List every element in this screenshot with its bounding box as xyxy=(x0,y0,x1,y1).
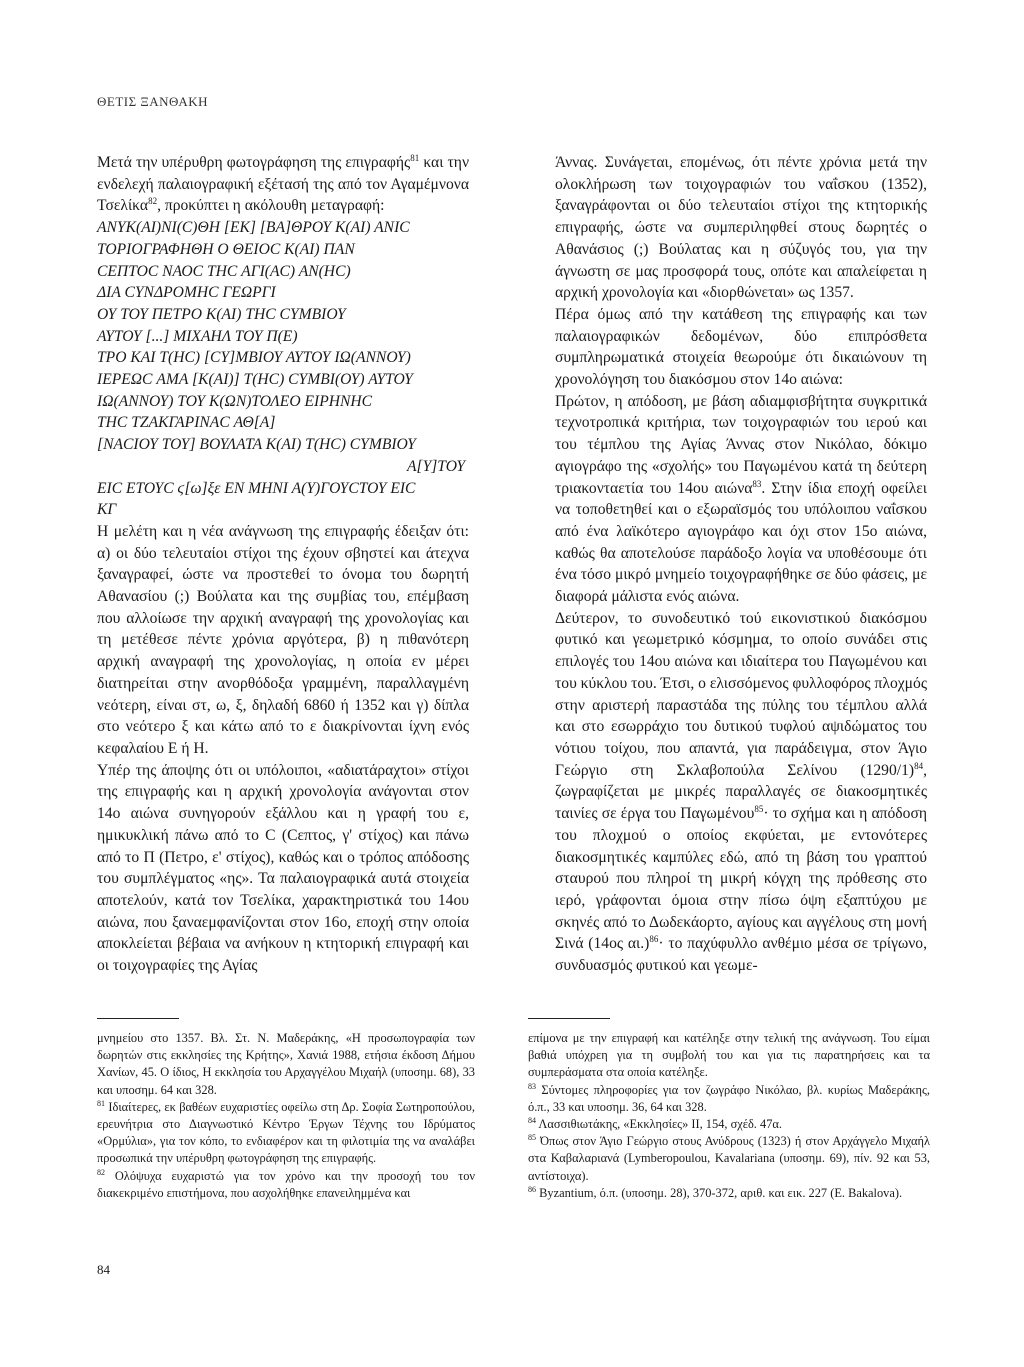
inscription-line: ΤΟΡΙΟΓΡΑΦΗΘΗ Ο ΘΕΙΟC Κ(ΑΙ) ΠΑΝ xyxy=(97,240,355,258)
inscription-transcription xyxy=(97,217,469,521)
inscription-line: Α[Υ]ΤΟΥ xyxy=(406,457,465,475)
inscription-line: ΑΝΥΚ(ΑΙ)ΝΙ(C)ΘΗ [ΕΚ] [ΒΑ]ΘΡΟΥ Κ(ΑΙ) ΑΝΙC xyxy=(97,219,410,237)
left-paragraph-1: Μετά την υπέρυθρη φωτογράφηση της επιγραφής$^{81}$ και την ενδελεχή παλαιογραφική εξέτασή της από τον Αγαμέμνονα Τσελίκα$^{82}$, προκύπτει η ακόλουθη μεταγραφή: xyxy=(97,152,470,215)
footnote-number: 86 xyxy=(528,1184,536,1194)
footnote-number: 82 xyxy=(97,1167,105,1177)
left-column xyxy=(97,152,469,977)
inscription-line: ΤΗC ΤΖΑΚΓΑΡΙΝΑC ΑΘ[Α] xyxy=(97,414,276,432)
footnote-ref-86[interactable]: 86 xyxy=(649,934,659,945)
footnote-ref-81[interactable]: 81 xyxy=(410,152,420,163)
footnote-83: $^{83}$ Σύντομες πληροφορίες για τον ζωγράφο Νικόλαο, βλ. κυρίως Μαδεράκης, ό.π., 33 και υποσημ. 36, 64 και 328. xyxy=(528,1081,930,1114)
left-paragraph-3: Υπέρ της άποψης ότι οι υπόλοιποι, «αδιατάραχτοι» στίχοι της επιγραφής και η αρχική χρονολογία ανάγονται στον 14ο αιώνα συνηγορούν εξάλλου και η γραφή του ε, ημικυκλική πάνω από το C (Cεπτος, γ' στίχος) και πάνω από το Π (Πετρο, ε' στίχος), καθώς και ο τρόπος απόδοσης του συμπλέγματος «ης». Τα παλαιογραφικά αυτά στοιχεία αποτελούν, κατά τον Τσελίκα, χαρακτηριστικά του 14ου αιώνα, που ξαναεμφανίζονται στον 16ο, εποχή στην οποία αποκλείεται βέβαια να ανήκουν η κτητορική επιγραφή και οι τοιχογραφίες της Αγίας xyxy=(97,761,469,975)
inscription-line: ΕΙC ΕΤΟΥC ϛ[ω]ξε ΕΝ ΜΗΝΙ Α(Υ)ΓΟΥCΤΟΥ ΕΙC xyxy=(97,479,416,497)
footnote-86: $^{86}$ Byzantium, ό.π. (υποσημ. 28), 370-372, αριθ. και εικ. 227 (Ε. Bakalova). xyxy=(528,1184,903,1200)
footnote-ref-83[interactable]: 83 xyxy=(752,478,762,489)
footnote-81: $^{81}$ Ιδιαίτερες, εκ βαθέων ευχαριστίες οφείλω στη Δρ. Σοφία Σωτηροπούλου, ερευνήτρια στο Διαγνωστικό Κέντρο Έργων Τέχνης του Ιδρύματος «Ορμύλια», για τον κόπο, το ενδιαφέρον και τη φιλοτιμία της να αναλάβει προσωπικά την υπέρυθρη φωτογράφηση της επιγραφής. xyxy=(97,1098,475,1166)
right-paragraph-2: Πέρα όμως από την κατάθεση της επιγραφής και των παλαιογραφικών δεδομένων, δύο επιπρόσθετα συμπληρωματικά στοιχεία θεωρούμε ότι δικαιώνουν τη χρονολόγηση του διακόσμου στον 14ο αιώνα: xyxy=(555,305,927,389)
footnote-84: $^{84}$ Λασσιθιωτάκης, «Εκκλησίες» ΙΙ, 154, σχέδ. 47α. xyxy=(528,1115,782,1132)
page-number: 84 xyxy=(97,1262,110,1277)
footnote-ref-84[interactable]: 84 xyxy=(914,760,924,771)
footnote-rule-left xyxy=(97,1018,179,1019)
footnote-ref-82[interactable]: 82 xyxy=(148,196,158,207)
inscription-line: ΤΡΟ ΚΑΙ Τ(ΗC) [CΥ]ΜΒΙΟΥ ΑΥΤΟΥ ΙΩ(ΑΝΝΟΥ) xyxy=(97,349,411,367)
footnotes-right xyxy=(528,1030,930,1202)
footnote-continuation: επίμονα με την επιγραφή και κατέληξε στην τελική της ανάγνωση. Του είμαι βαθιά υπόχρεη για τη συμβολή του και για τις παρατηρήσεις και τα συμπεράσματα στα οποία κατέληξε. xyxy=(528,1031,930,1080)
right-paragraph-3: Πρώτον, η απόδοση, με βάση αδιαμφισβήτητα συγκριτικά τεχνοτροπικά κριτήρια, των τοιχογραφιών του ιερού και του τέμπλου της Αγίας Άννας στον Νικόλαο, δόκιμο αγιογράφο της «σχολής» του Παγωμένου κατά τη δεύτερη τριακονταετία του 14ου αιώνα$^{83}$. Στην ίδια εποχή οφείλει να τοποθετηθεί και ο εξωραϊσμός του υπόλοιπου ναΐσκου από ένα λαϊκότερο αγιογράφο και όχι στον 15ο αιώνα, καθώς θα αποτελούσε παράδοξο λογία να υποθέσουμε ότι ένα τόσο μικρό μνημείο τοιχογραφήθηκε σε δύο φάσεις, με διαφορά μάλιστα ενός αιώνα. xyxy=(555,392,927,606)
inscription-line: [ΝΑCΙΟΥ ΤΟΥ] ΒΟΥΛΑΤΑ Κ(ΑΙ) Τ(ΗC) CΥΜΒΙΟΥ xyxy=(97,436,416,454)
inscription-line: ΙΕΡΕΩC ΑΜΑ [Κ(ΑΙ)] Τ(ΗC) CΥΜΒΙ(ΟΥ) ΑΥΤΟΥ xyxy=(97,371,413,389)
footnote-82: $^{82}$ Ολόψυχα ευχαριστώ για τον χρόνο και την προσοχή του τον διακεκριμένο επιστήμονα, που ασχολήθηκε επανειλημμένα και xyxy=(97,1167,475,1200)
inscription-line: ΙΩ(ΑΝΝΟΥ) ΤΟΥ Κ(ΩΝ)ΤΟΛΕΟ ΕΙΡΗΝΗC xyxy=(97,392,373,410)
running-head: ΘΕΤΙΣ ΞΑΝΘΑΚΗ xyxy=(97,94,208,109)
inscription-line: CΕΠΤΟC ΝΑΟC ΤΗC ΑΓΙ(ΑC) ΑΝ(ΗC) xyxy=(97,262,351,280)
right-paragraph-1: Άννας. Συνάγεται, επομένως, ότι πέντε χρόνια μετά την ολοκλήρωση των τοιχογραφιών του ναΐσκου (1352), ξαναγράφονται οι δύο τελευταίοι στίχοι της κτητορικής επιγραφής, ώστε να συμπεριληφθεί στους δωρητές ο Αθανάσιος (;) Βούλατας και η σύζυγός του, για την άγνωστη σε μας προσφορά τους, οπότε και απαλείφεται η αρχική χρονολογία και «διορθώνεται» ως 1357. xyxy=(555,154,927,302)
inscription-line: ΑΥΤΟΥ [...] ΜΙΧΑΗΛ ΤΟΥ Π(Ε) xyxy=(97,327,298,345)
footnote-rule-right xyxy=(528,1018,610,1019)
footnote-number: 85 xyxy=(528,1133,536,1143)
left-paragraph-2: Η μελέτη και η νέα ανάγνωση της επιγραφής έδειξαν ότι: α) οι δύο τελευταίοι στίχοι της έχουν σβηστεί και άτεχνα ξαναγραφεί, ώστε να προστεθεί το όνομα του δωρητή Αθανασίου (;) Βούλατα και της συμβίας του, επέμβαση που αλλοίωσε την αρχική αναγραφή της χρονολογίας και τη μετέθεσε πέντε χρόνια αργότερα, β) η πιθανότερη αρχική αναγραφή της χρονολογίας, η οποία εν μέρει διατηρείται στην ανορθόδοξα γραμμένη, παραλλαγμένη νεότερη, είναι στ, ω, ξ, δηλαδή 6860 ή 1352 και γ) δίπλα στο νεότερο ξ και κάτω από το ε διακρίνονται ίχνη ενός κεφαλαίου Ε ή Η. xyxy=(97,522,469,757)
footnote-85: $^{85}$ Όπως στον Άγιο Γεώργιο στους Ανύδρους (1323) ή στον Αρχάγγελο Μιχαήλ στα Καβαλαριανά (Lymberopoulou, Kavalariana (υποσημ. 69), πίν. 92 και 53, αντίστοιχα). xyxy=(528,1133,930,1183)
inscription-line: ΔΙΑ CΥΝΔΡΟΜΗC ΓΕΩΡΓΙ xyxy=(97,284,276,302)
footnote-continuation: μνημείου στο 1357. Βλ. Στ. Ν. Μαδεράκης, «Η προσωπογραφία των δωρητών στις εκκλησίες της Κρήτης», Χανιά 1988, ετήσια έκδοση Δήμου Χανίων, 45. Ο ίδιος, Η εκκλησία του Αρχαγγέλου Μιχαήλ (υποσημ. 68), 33 και υποσημ. 64 και 328. xyxy=(97,1031,475,1097)
footnote-number: 84 xyxy=(528,1115,536,1125)
inscription-line: ΟΥ ΤΟΥ ΠΕΤΡΟ Κ(ΑΙ) ΤΗC CΥΜΒΙΟΥ xyxy=(97,305,346,323)
footnote-number: 81 xyxy=(97,1098,105,1108)
right-paragraph-4: Δεύτερον, το συνοδευτικό τού εικονιστικού διακόσμου φυτικό και γεωμετρικό κόσμημα, το οποίο συνάδει στις επιλογές του 14ου αιώνα και ιδιαίτερα του Παγωμένου και του κύκλου του. Έτσι, ο ελισσόμενος φυλλοφόρος πλοχμός στην αριστερή παραστάδα της πύλης του τέμπλου αλλά και στο εσωρράχιο του δυτικού τυφλού αψιδώματος του νότιου τοίχου, που απαντά, για παράδειγμα, στον Άγιο Γεώργιο στη Σκλαβοπούλα Σελίνου $(1290/1)^{84}$, ζωγραφίζεται με μικρές παραλλαγές σε διακοσμητικές ταινίες σε έργα του Παγωμένου$^{85}$· το σχήμα και η απόδοση του πλοχμού ο οποίος εκφύεται, με εντονότερες διακοσμητικές καμπύλες εδώ, από τη βάση του γραπτού σταυρού που πληροί τη μικρή κόγχη της πρόθεσης στο ιερό, γράφονται όμοια στην πίσω όψη εξαπτύχου με σκηνές από το Δωδεκάορτο, αγίους και αγγέλους στη μονή Σινά (14ος αι.)$^{86}$· το παχύφυλλο ανθέμιο μέσα σε τρίγωνο, συνδυασμός φυτικού και γεωμε- xyxy=(555,609,928,975)
footnotes-left xyxy=(97,1030,475,1202)
footnote-ref-85[interactable]: 85 xyxy=(754,803,764,814)
inscription-line: ΚΓ xyxy=(97,501,117,519)
footnote-number: 83 xyxy=(528,1081,536,1091)
right-column xyxy=(555,152,927,977)
